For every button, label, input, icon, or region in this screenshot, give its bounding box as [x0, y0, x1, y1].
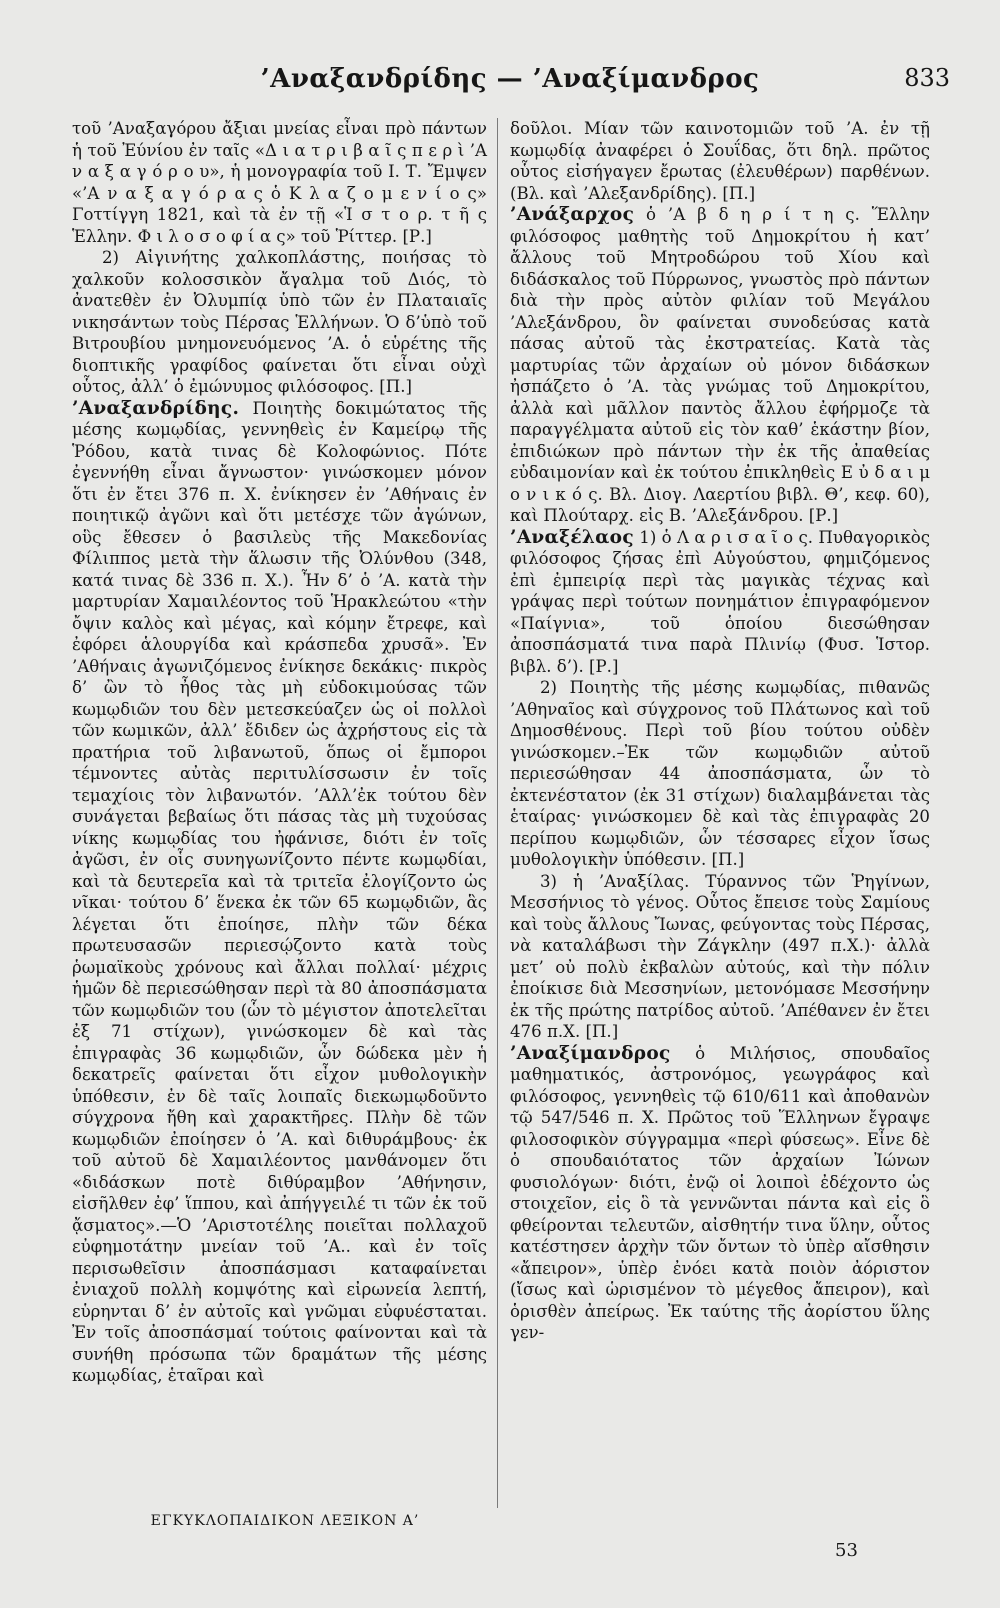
entry-anaximandros: [510, 1043, 930, 1344]
headword-anaxilaos: ’Αναξέλαος: [510, 526, 634, 548]
headword-anaximandros: ’Αναξίμανδρος: [510, 1042, 671, 1064]
column-divider: [497, 118, 498, 1508]
headword-anaxandrides: ’Αναξανδρίδης.: [72, 397, 240, 419]
entry-anaxilaos-poet: 2) Ποιητὴς τῆς μέσης κωμῳδίας, πιθανῶς ’Αθηναῖος καὶ σύγχρονος τοῦ Πλάτωνος καὶ τοῦ Δημοσθένους. Περὶ τοῦ βίου τούτου οὐδὲν γινώσκομεν.–Ἐκ τῶν κωμῳδιῶν αὐτοῦ περιεσώθησαν 44 ἀποσπάσματα, ὧν τὸ ἐκτενέστατον (ἐκ 31 στίχων) διαλαμβάνεται τὰς ἑταίρας· γινώσκομεν δὲ καὶ τὰς ἐπιγραφὰς 20 περίπου κωμῳδιῶν, ὧν τέσσαρες εἶχον ἴσως μυθολογικὴν ὑπόθεσιν. [Π.]: [510, 678, 930, 869]
page-footer: ΕΓΚΥΚΛΟΠΑΙΔΙΚΟΝ ΛΕΞΙΚΟΝ Α’: [150, 1513, 420, 1529]
entry-anaxandrides-text: Ποιητὴς δοκιμώτατος τῆς μέσης κωμῳδίας, γεννηθεὶς ἐν Καμείρῳ τῆς Ῥόδου, κατὰ τινας δὲ Κολοφώνιος. Πότε ἐγεννήθη εἶναι ἄγνωστον· γινώσκομεν μόνον ὅτι ἐν ἔτει 376 π. Χ. ἐνίκησεν ἐν ’Αθήναις ἐν ποιητικῷ ἀγῶνι καὶ ὅτι μετέσχε τῶν ἀγώνων, οὓς ἔθεσεν ὁ βασιλεὺς τῆς Μακεδονίας Φίλιππος μετὰ τὴν ἅλωσιν τῆς Ὀλύνθου (348, κατά τινας δὲ 336 π. Χ.). Ἦν δ’ ὁ ’Α. κατὰ τὴν μαρτυρίαν Χαμαιλέοντος τοῦ Ἡρακλεώτου «τὴν ὄψιν καλὸς καὶ μέγας, καὶ κόμην ἔτρεφε, καὶ ἐφόρει ἁλουργίδα καὶ κράσπεδα χρυσᾶ». Ἐν ’Αθήναις ἀγωνιζόμενος ἐνίκησε δεκάκις· πικρὸς δ’ ὢν τὸ ἦθος τὰς μὴ εὐδοκιμούσας τῶν κωμῳδιῶν του δὲν μετεσκεύαζεν ὡς οἱ πολλοὶ τῶν κωμικῶν, ἀλλ’ ἔδιδεν ὡς ἀχρήστους εἰς τὰ πρατήρια τοῦ λιβανωτοῦ, ὅπως οἱ ἔμποροι τέμνοντες αὐτὰς περιτυλίσσωσιν ἐν τοῖς τεμαχίοις τὸν λιβανωτόν. ’Αλλ’ἐκ τούτου δὲν συνάγεται βεβαίως ὅτι πάσας τὰς μὴ τυχούσας νίκης κωμῳδίας του ἠφάνισε, διότι ἐν τοῖς ἀγῶσι, ἐν οἷς συνηγωνίζοντο πέντε κωμῳδίαι, καὶ τὰ δευτερεῖα καὶ τὰ τριτεῖα ἐλογίζοντο ὡς νῖκαι· τούτου δ’ ἕνεκα ἐκ τῶν 65 κωμῳδιῶν, ἃς λέγεται ὅτι ἐποίησε, πλὴν τῶν δέκα πρωτευσασῶν περιεσῴζοντο κατὰ τοὺς ῥωμαϊκοὺς χρόνους καὶ ἄλλαι πολλαί· μέχρις ἡμῶν δὲ περιεσώθησαν περὶ τὰ 80 ἀποσπάσματα τῶν κωμῳδιῶν του (ὧν τὸ μέγιστον ἀποτελεῖται ἐξ 71 στίχων), γινώσκομεν δὲ καὶ τὰς ἐπιγραφὰς 36 κωμῳδιῶν, ὧν δώδεκα μὲν ἡ δεκατρεῖς φαίνεται ὅτι εἶχον μυθολογικὴν ὑπόθεσιν, ἐν δὲ ταῖς λοιπαῖς διεκωμῳδοῦντο σύγχρονα ἤθη καὶ χαρακτῆρες. Πλὴν δὲ τῶν κωμῳδιῶν ἐποίησεν ὁ ’Α. καὶ διθυράμβους· ἐκ τοῦ αὐτοῦ δὲ Χαμαιλέοντος μανθάνομεν ὅτι «διδάσκων ποτὲ διθύραμβον ’Αθήνησιν, εἰσῆλθεν ἐφ’ ἵππου, καὶ ἀπήγγειλέ τι τῶν ἐκ τοῦ ᾄσματος».—Ὁ ’Αριστοτέλης ποιεῖται πολλαχοῦ εὐφημοτάτην μνείαν τοῦ ’Α.. καὶ ἐν τοῖς περισωθεῖσιν ἀποσπάσμασι καταφαίνεται ἐνιαχοῦ πολλὴ κομψότης καὶ εἰρωνεία λεπτή, εὑρηνται δ’ ἐν αὐτοῖς καὶ γνῶμαι εὐφυέσταται. Ἐν τοῖς ἀποσπάσμαί τούτοις φαίνονται καὶ τὰ συνήθη πρόσωπα τῶν δραμάτων τῆς μέσης κωμῳδίας, ἑταῖραι καὶ: [72, 398, 487, 1385]
entry-anaxarchos: [510, 204, 930, 527]
entry-anaxandrides: [72, 398, 487, 1387]
left-column: [72, 118, 487, 1387]
entry-anaxilas-tyrant: 3) ἡ ’Αναξίλας. Τύραννος τῶν Ῥηγίνων, Μεσσήνιος τὸ γένος. Οὗτος ἔπεισε τοὺς Σαμίους καὶ τοὺς ἄλλους Ἴωνας, φεύγοντας τοὺς Πέρσας, νὰ καταλάβωσι τὴν Ζάγκλην (497 π.Χ.)· ἀλλὰ μετ’ οὐ πολὺ ἐκβαλὼν αὐτούς, καὶ τὴν πόλιν ἐποίκισε διὰ Μεσσηνίων, μετονόμασε Μεσσήνην ἐκ τῆς πρώτης πατρίδος αὐτοῦ. ’Απέθανεν ἐν ἔτει 476 π.Χ. [Π.]: [510, 871, 930, 1041]
page-number: 833: [904, 64, 950, 92]
entry-anaximandros-text: ὁ Μιλήσιος, σπουδαῖος μαθηματικός, ἀστρονόμος, γεωγράφος καὶ φιλόσοφος, γεννηθεὶς τῷ 610/611 καὶ ἀποθανὼν τῷ 547/546 π. Χ. Πρῶτος τοῦ Ἕλληνων ἔγραψε φιλοσοφικὸν σύγγραμμα «περὶ φύσεως». Εἶνε δὲ ὁ σπουδαιότατος τῶν ἀρχαίων Ἰώνων φυσιολόγων· διότι, ἐνῷ οἱ λοιποὶ ἐδέχοντο ὡς στοιχεῖον, εἰς ὃ τὰ γεννῶνται πάντα καὶ εἰς ὃ φθείρονται τελευτῶν, αἰσθητήν τινα ὕλην, οὗτος κατέστησεν ἀρχὴν τῶν ὄντων τὸ ὑπὲρ αἴσθησιν «ἄπειρον», ὑπὲρ ἐνόει κατὰ ποιὸν ἀόριστον (ἴσως καὶ ὡρισμένον τὸ μέγεθος ἄπειρον), καὶ ὁρισθὲν ἀπείρως. Ἐκ ταύτης τῆς ἀορίστου ὕλης γεν-: [510, 1043, 930, 1342]
headword-anaxarchos: ’Ανάξαρχος: [510, 204, 635, 225]
running-title: ’Αναξανδρίδης — ’Αναξίμανδρος: [260, 64, 760, 94]
entry-anaxilaos-text: 1) ὁ Λ α ρ ι σ α ῖ ο ς. Πυθαγορικὸς φιλόσοφος ζήσας ἐπὶ Αὐγούστου, φημιζόμενος ἐπὶ ἐμπειρίᾳ περὶ τὰς μαγικὰς τέχνας καὶ γράψας περὶ τούτων πονημάτιον ἐπιγραφόμενον «Παίγνια», τοῦ ὁποίου διεσώθησαν ἀποσπάσματά τινα παρὰ Πλινίῳ (Φυσ. Ἱστορ. βιβλ. δ’). [Ρ.]: [510, 527, 930, 676]
page-header: [70, 62, 950, 106]
entry-anaxagoras-sculptor: 2) Αἰγινήτης χαλκοπλάστης, ποιήσας τὸ χαλκοῦν κολοσσικὸν ἄγαλμα τοῦ Διός, τὸ ἀνατεθὲν ἐν Ὀλυμπίᾳ ὑπὸ τῶν ἐν Πλαταιαῖς νικησάντων τοὺς Πέρσας Ἑλλήνων. Ὁ δ’ὑπὸ τοῦ Βιτρουβίου μνημονευόμενος ’Α. ὁ εὑρέτης τῆς διοπτικῆς γραφίδος φαίνεται ὅτι εἶναι οὐχὶ οὗτος, ἀλλ’ ὁ ἐμώνυμος φιλόσοφος. [Π.]: [72, 248, 487, 396]
entry-anaxarchos-text: ὁ ’Α β δ η ρ ί τ η ς. Ἕλλην φιλόσοφος μαθητὴς τοῦ Δημοκρίτου ἡ κατ’ ἄλλους τοῦ Μητροδώρου τοῦ Χίου καὶ διδάσκαλος τοῦ Πύρρωνος, γνωστὸς πρὸ πάντων διὰ τὴν πρὸς αὐτὸν φιλίαν τοῦ Μεγάλου ’Αλεξάνδρου, ὃν φαίνεται συνοδεύσας κατὰ πάσας αὐτοῦ τὰς ἐκστρατείας. Κατὰ τὰς μαρτυρίας τῶν ἀρχαίων οὐ μόνον διδάσκων ἠσπάζετο ὁ ’Α. τὰς γνώμας τοῦ Δημοκρίτου, ἀλλὰ καὶ μᾶλλον παντὸς ἄλλου ἐφήρμοζε τὰ παραγγέλματα αὐτοῦ εἰς τὸν καθ’ ἑκάστην βίον, ἐπιδιώκων πρὸ πάντων τὴν ἐκ τῆς ἀπαθείας εὐδαιμονίαν καὶ ἐκ τούτου ἐπικληθεὶς Ε ὐ δ α ι μ ο ν ι κ ό ς. Βλ. Διογ. Λαερτίου βιβλ. Θ’, κεφ. 60), καὶ Πλούταρχ. εἰς Β. ’Αλεξάνδρου. [Ρ.]: [510, 205, 930, 525]
entry-anaxandrides-continued: δοῦλοι. Μίαν τῶν καινοτομιῶν τοῦ ’Α. ἐν τῇ κωμῳδίᾳ ἀναφέρει ὁ Σουΐδας, ὅτι δηλ. πρῶτος οὗτος εἰσήγαγεν ἔρωτας (ἐλευθέρων) παρθένων. (Βλ. καὶ ’Αλεξανδρίδης). [Π.]: [510, 119, 930, 203]
sheet-signature: 53: [835, 1540, 858, 1561]
entry-anaxagoras-bibliography: τοῦ ’Αναξαγόρου ἄξιαι μνείας εἶναι πρὸ πάντων ἡ τοῦ Ἐύνίου ἐν ταῖς «Δ ι α τ ρ ι β α ῖ ς π ε ρ ὶ ’Α ν α ξ α γ ό ρ ο υ», ἡ μονογραφία τοῦ Ι. Τ. Ἔμψεν «’Α ν α ξ α γ ό ρ α ς ὁ Κ λ α ζ ο μ ε ν ί ο ς» Γοττίγγη 1821, καὶ τὰ ἐν τῇ «Ἱ σ τ ο ρ. τ ῆ ς Ἑλλην. Φ ι λ ο σ ο φ ί α ς» τοῦ Ῥίττερ. [Ρ.]: [72, 119, 487, 246]
entry-anaxilaos: [510, 527, 930, 678]
right-column: [510, 118, 930, 1344]
